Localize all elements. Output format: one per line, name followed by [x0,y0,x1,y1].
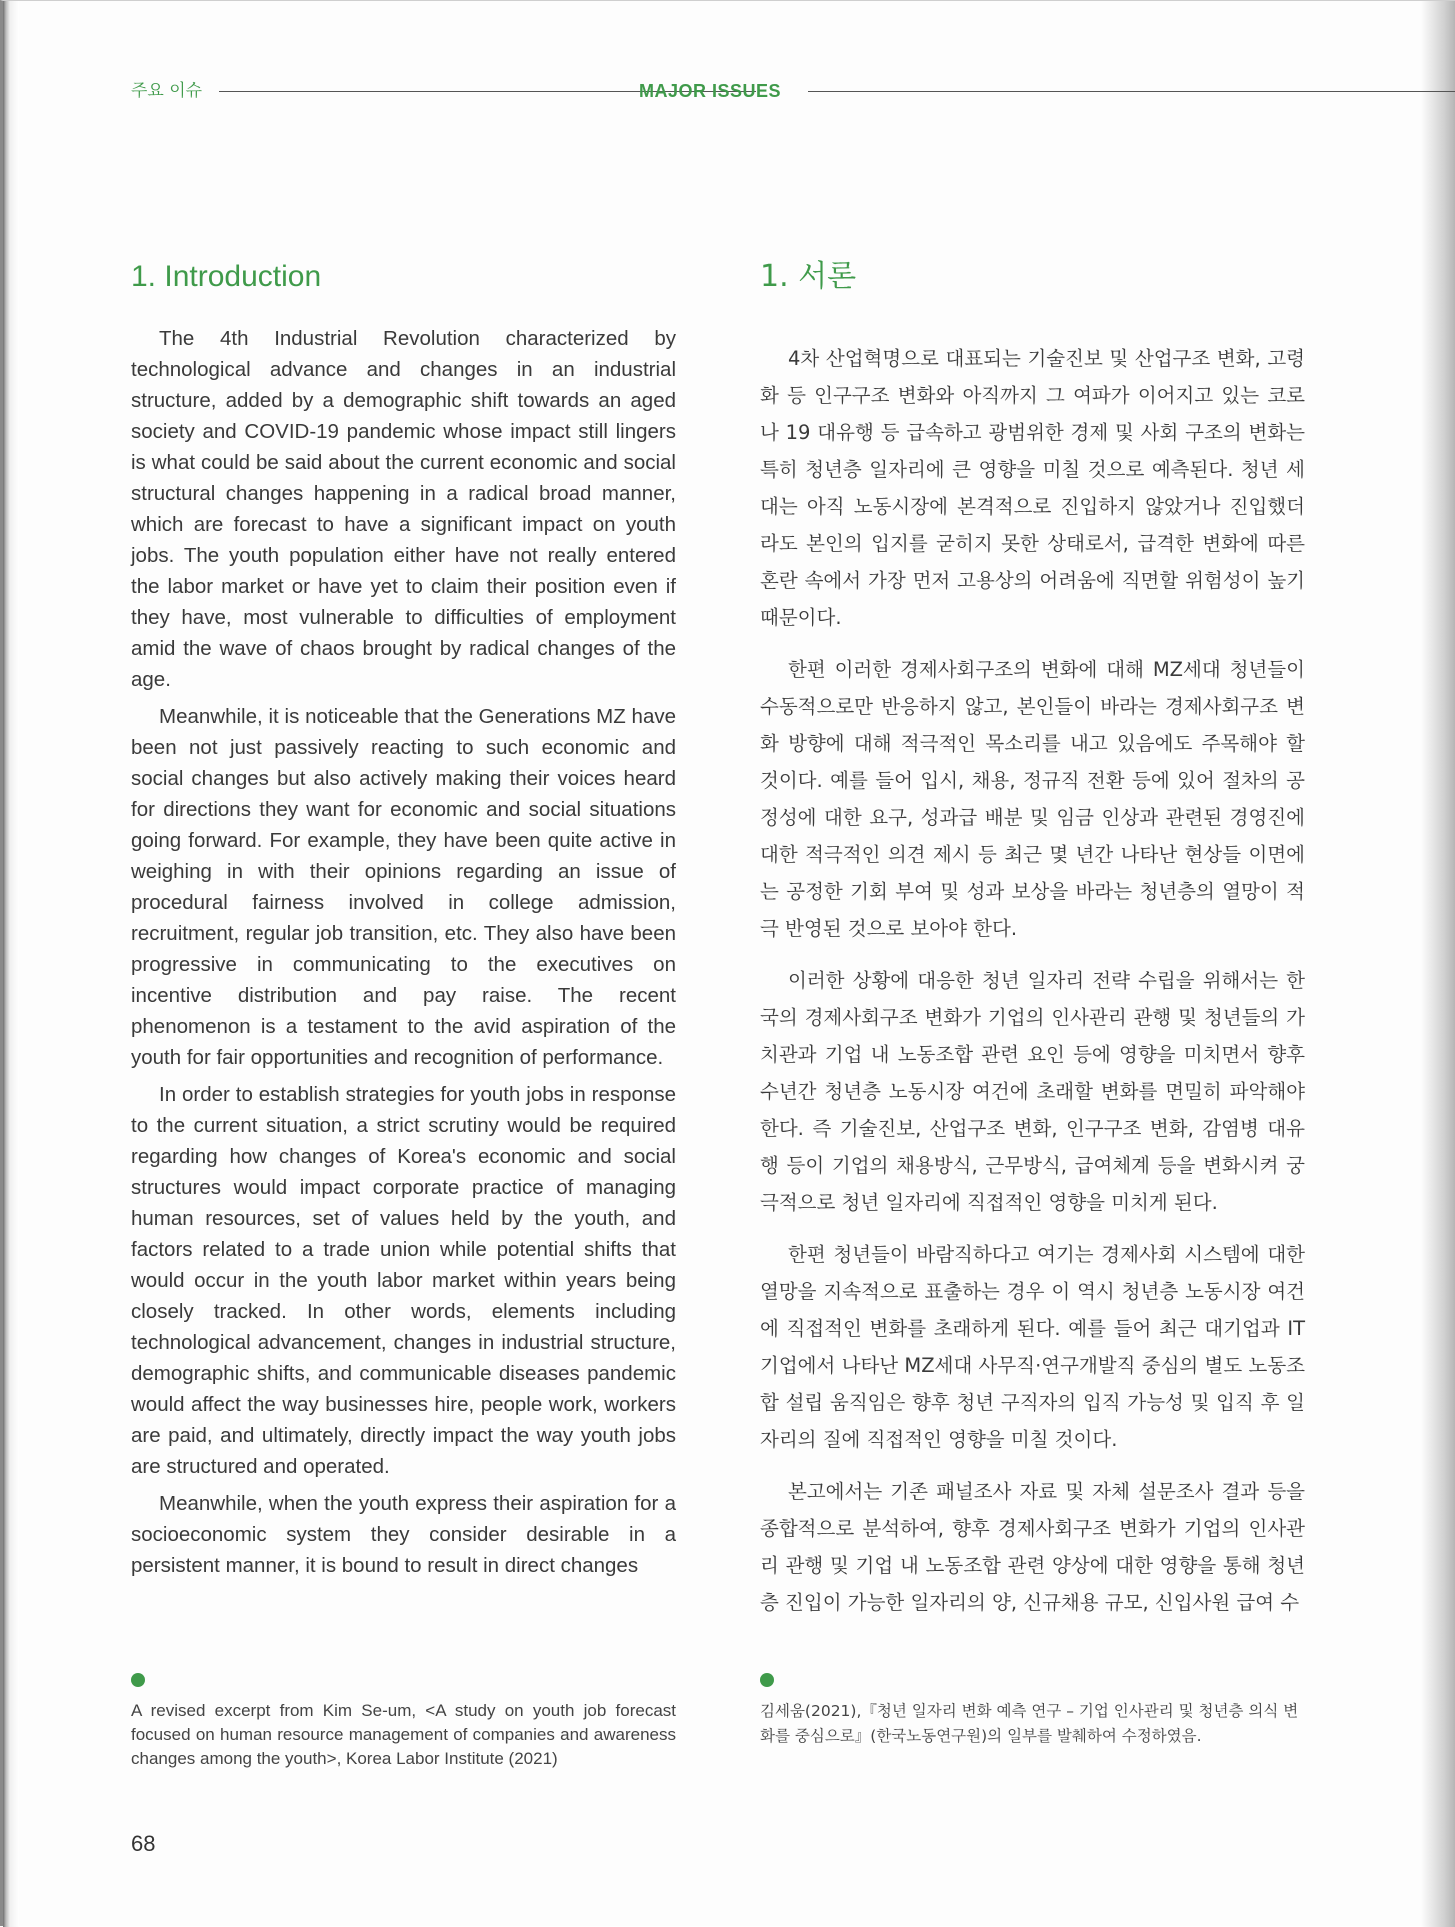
korean-paragraph: 4차 산업혁명으로 대표되는 기술진보 및 산업구조 변화, 고령화 등 인구구조 변화와 아직까지 그 여파가 이어지고 있는 코로나 19 대유행 등 급속하고 광범위한 경제 및 사회 구조의 변화는 특히 청년층 일자리에 큰 영향을 미칠 것으로 예측된다. 청년 세대는 아직 노동시장에 본격적으로 진입하지 않았거나 진입했더라도 본인의 입지를 굳히지 못한 상태로서, 급격한 변화에 따른 혼란 속에서 가장 먼저 고용상의 어려움에 직면할 위험성이 높기 때문이다. [760,347,1305,629]
korean-paragraph: 본고에서는 기존 패널조사 자료 및 자체 설문조사 결과 등을 종합적으로 분석하여, 향후 경제사회구조 변화가 기업의 인사관리 관행 및 기업 내 노동조합 관련 양상에 대한 영향을 통해 청년층 진입이 가능한 일자리의 양, 신규채용 규모, 신입사원 급여 수 [760,1480,1305,1614]
korean-paragraph: 한편 청년들이 바람직하다고 여기는 경제사회 시스템에 대한 열망을 지속적으로 표출하는 경우 이 역시 청년층 노동시장 여건에 직접적인 변화를 초래하게 된다. 예를 들어 최근 대기업과 IT 기업에서 나타난 MZ세대 사무직·연구개발직 중심의 별도 노동조합 설립 움직임은 향후 청년 구직자의 입직 가능성 및 입직 후 일자리의 질에 직접적인 영향을 미칠 것이다. [760,1243,1305,1451]
english-paragraph: The 4th Industrial Revolution characterized by technological advance and changes in an industrial structure, added by a demographic shift towards an aged society and COVID-19 pandemic whose impact still lingers is what could be said about the current economic and social structural changes happening in a radical broad manner, which are forecast to have a significant impact on youth jobs. The youth population either have not really entered the labor market or have yet to claim their position even if they have, most vulnerable to difficulties of employment amid the wave of chaos brought by radical changes of the age. [131,327,676,691]
korean-body-column [760,340,1305,1636]
english-section-title: 1. Introduction [131,260,322,293]
header-section-ko: 주요 이슈 [131,81,203,101]
footnote-bullet-en [131,1673,145,1687]
english-paragraph: Meanwhile, when the youth express their aspiration for a socioeconomic system they consider desirable in a persistent manner, it is bound to result in direct changes [131,1492,676,1577]
english-body-column [131,323,676,1587]
korean-paragraph: 한편 이러한 경제사회구조의 변화에 대해 MZ세대 청년들이 수동적으로만 반응하지 않고, 본인들이 바라는 경제사회구조 변화 방향에 대해 적극적인 목소리를 내고 있음에도 주목해야 할 것이다. 예를 들어 입시, 채용, 정규직 전환 등에 있어 절차의 공정성에 대한 요구, 성과급 배분 및 임금 인상과 관련된 경영진에 대한 적극적인 의견 제시 등 최근 몇 년간 나타난 현상들 이면에는 공정한 기회 부여 및 성과 보상을 바라는 청년층의 열망이 적극 반영된 것으로 보아야 한다. [760,658,1305,940]
english-footnote: A revised excerpt from Kim Se-um, <A study on youth job forecast focused on human resource management of companies and awareness changes among the youth>, Korea Labor Institute (2021) [131,1701,676,1768]
korean-section-title: 1. 서론 [760,259,857,294]
korean-footnote: 김세움(2021),『청년 일자리 변화 예측 연구 – 기업 인사관리 및 청년층 의식 변화를 중심으로』(한국노동연구원)의 일부를 발췌하여 수정하였음. [760,1702,1299,1745]
header-section-en: MAJOR ISSUES [639,81,782,101]
header-rule-right [808,91,1455,92]
page-number: 68 [131,1831,156,1856]
korean-paragraph: 이러한 상황에 대응한 청년 일자리 전략 수립을 위해서는 한국의 경제사회구조 변화가 기업의 인사관리 관행 및 청년들의 가치관과 기업 내 노동조합 관련 요인 등에 영향을 미치면서 향후 수년간 청년층 노동시장 여건에 초래할 변화를 면밀히 파악해야 한다. 즉 기술진보, 산업구조 변화, 인구구조 변화, 감염병 대유행 등이 기업의 채용방식, 근무방식, 급여체계 등을 변화시켜 궁극적으로 청년 일자리에 직접적인 영향을 미치게 된다. [760,969,1305,1214]
english-paragraph: In order to establish strategies for youth jobs in response to the current situation, a strict scrutiny would be required regarding how changes of Korea's economic and social structures would impact corporate practice of managing human resources, set of values held by the youth, and factors related to a trade union while potential shifts that would occur in the youth labor market within years being closely tracked. In other words, elements including technological advancement, changes in industrial structure, demographic shifts, and communicable diseases pandemic would affect the way businesses hire, people work, workers are paid, and ultimately, directly impact the way youth jobs are structured and operated. [131,1083,676,1478]
running-header [131,79,1455,103]
page-binding-shadow [3,1,19,1927]
page-edge-shadow [1421,1,1455,1927]
english-paragraph: Meanwhile, it is noticeable that the Generations MZ have been not just passively reacting to such economic and social changes but also actively making their voices heard for directions they want for economic and social situations going forward. For example, they have been quite active in weighing in with their opinions regarding an issue of procedural fairness involved in college admission, recruitment, regular job transition, etc. They also have been progressive in communicating to the executives on incentive distribution and pay raise. The recent phenomenon is a testament to the avid aspiration of the youth for fair opportunities and recognition of performance. [131,705,676,1069]
footnote-bullet-ko [760,1673,774,1687]
